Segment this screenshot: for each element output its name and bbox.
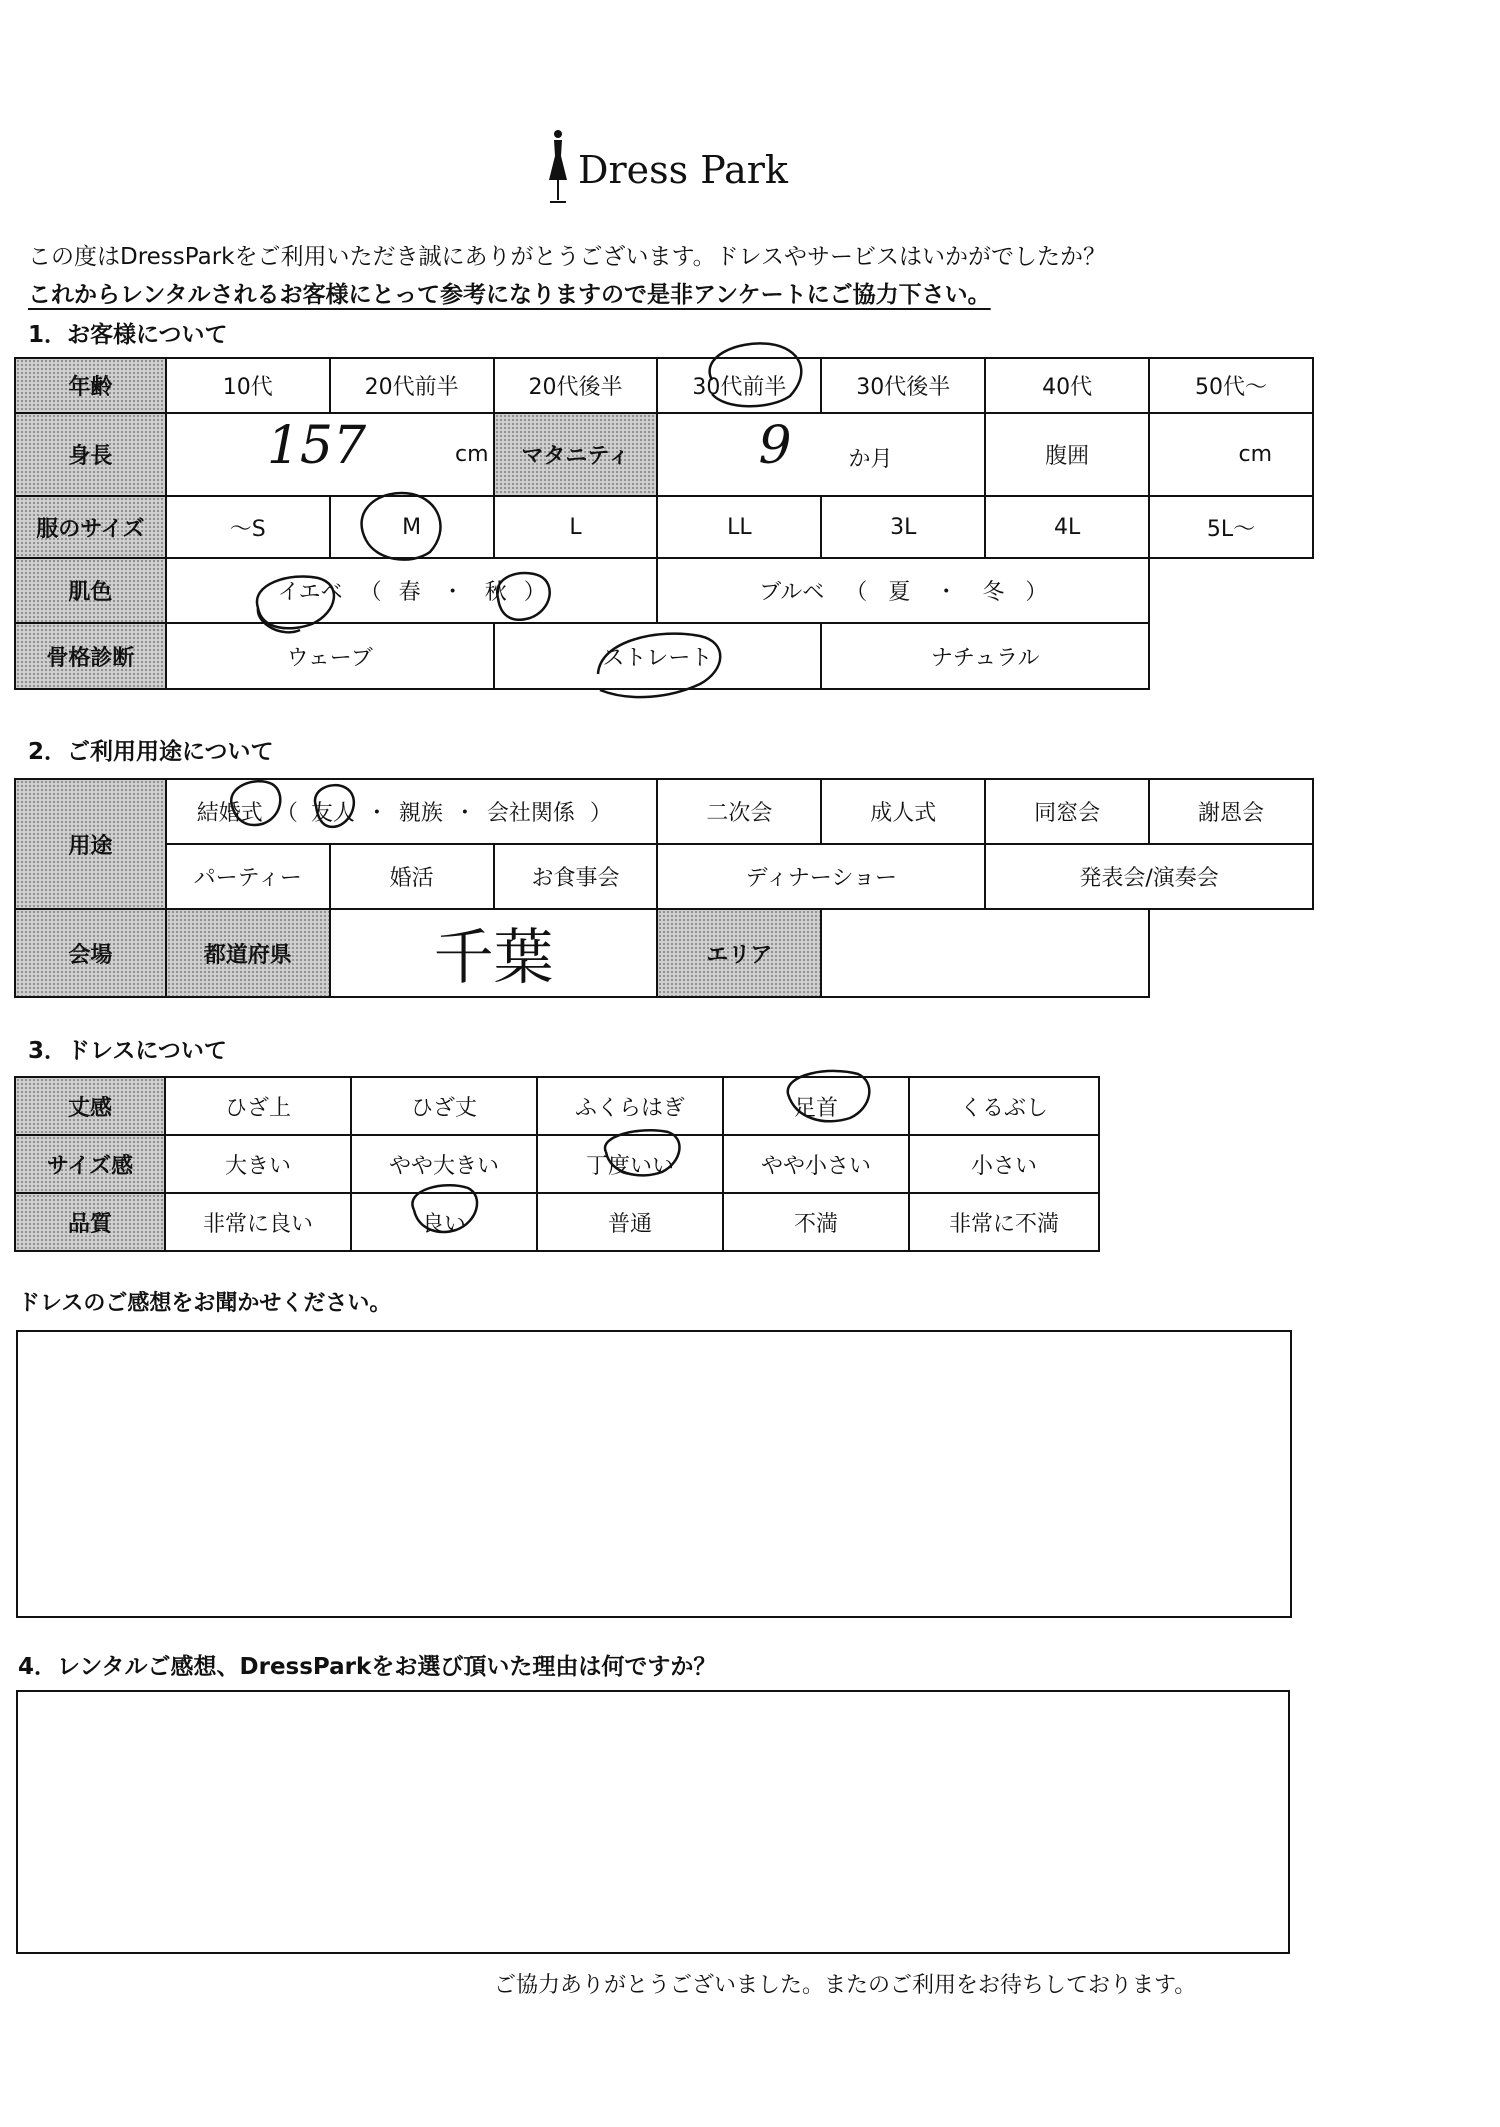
section-2-title: 2．ご利用用途について [28,739,274,765]
logo-text: Dress Park [578,148,788,192]
purpose-option[interactable]: 同窓会 [985,779,1149,844]
size-option[interactable]: 3L [821,496,985,558]
quality-option-selected[interactable]: 良い [351,1193,537,1251]
age-option[interactable]: 30代後半 [821,358,985,413]
skeleton-option[interactable]: ナチュラル [821,623,1149,689]
purpose-option[interactable]: ディナーショー [657,844,985,909]
maternity-value: 9 [758,416,792,476]
dress-logo-icon [540,128,576,208]
purpose-option[interactable]: 婚活 [330,844,494,909]
length-label: 丈感 [15,1077,165,1135]
length-option-selected[interactable]: 足首 [723,1077,909,1135]
prefecture-value: 千葉 [433,923,554,993]
waist-label: 腹囲 [985,413,1149,496]
quality-option[interactable]: 非常に不満 [909,1193,1099,1251]
size-option[interactable]: ～S [166,496,330,558]
skeleton-option[interactable]: ウェーブ [166,623,494,689]
size-option[interactable]: L [494,496,658,558]
length-option[interactable]: ひざ丈 [351,1077,537,1135]
age-label: 年齢 [15,358,166,413]
prefecture-field[interactable] [330,909,658,997]
fit-option[interactable]: 大きい [165,1135,351,1193]
age-option-selected[interactable]: 30代前半 [657,358,821,413]
length-option[interactable]: ひざ上 [165,1077,351,1135]
waist-unit: cm [1238,442,1272,467]
dress-comment-prompt: ドレスのご感想をお聞かせください。 [18,1291,392,1316]
waist-field[interactable] [1149,413,1313,496]
area-field[interactable] [821,909,1149,997]
section-1-title: 1．お客様について [28,322,228,348]
intro-line-2: これからレンタルされるお客様にとって参考になりますので是非アンケートにご協力下さい。 [28,282,991,308]
customer-table [14,357,1314,690]
dress-table [14,1076,1100,1252]
fit-option[interactable]: やや小さい [723,1135,909,1193]
summer-text[interactable]: 夏 [888,580,911,605]
intro-line-1: この度はDressParkをご利用いただき誠にありがとうございます。ドレスやサービスはいかがでしたか？ [28,244,1106,270]
age-option[interactable]: 20代後半 [494,358,658,413]
section-4-title: 4．レンタルご感想、DressParkをお選び頂いた理由は何ですか？ [18,1654,717,1680]
company-text[interactable]: 会社関係 [486,801,575,826]
yellow-base-option[interactable]: イエベ （ 春 ・ 秋 ） [166,558,658,623]
blue-base-text[interactable]: ブルベ [759,580,825,605]
height-field[interactable] [166,413,494,496]
friend-text[interactable]: 友人 [310,801,355,826]
section-3-title: 3．ドレスについて [28,1038,227,1064]
relatives-text[interactable]: 親族 [398,801,443,826]
closing-message: ご協力ありがとうございました。またのご利用をお待ちしております。 [494,1973,1197,1998]
skin-label: 肌色 [15,558,166,623]
purpose-option[interactable]: 謝恩会 [1149,779,1313,844]
quality-label: 品質 [15,1193,165,1251]
length-option[interactable]: ふくらはぎ [537,1077,723,1135]
rental-comment-box[interactable] [16,1690,1290,1954]
yellow-base-text[interactable]: イエベ [277,580,343,605]
fit-option-selected[interactable]: 丁度いい [537,1135,723,1193]
spring-text[interactable]: 春 [398,580,421,605]
quality-option[interactable]: 非常に良い [165,1193,351,1251]
age-option[interactable]: 40代 [985,358,1149,413]
purpose-option[interactable]: 二次会 [657,779,821,844]
skeleton-option-selected[interactable]: ストレート [494,623,822,689]
size-option-selected[interactable]: M [330,496,494,558]
purpose-label: 用途 [15,779,166,909]
area-label: エリア [657,909,821,997]
prefecture-label: 都道府県 [166,909,330,997]
dress-comment-box[interactable] [16,1330,1292,1618]
age-option[interactable]: 50代～ [1149,358,1313,413]
size-label: 服のサイズ [15,496,166,558]
maternity-label: マタニティ [494,413,658,496]
purpose-option[interactable]: 発表会/演奏会 [985,844,1313,909]
height-value: 157 [266,416,367,476]
age-option[interactable]: 10代 [166,358,330,413]
wedding-text[interactable]: 結婚式 [196,801,263,826]
purpose-table [14,778,1314,998]
size-option[interactable]: LL [657,496,821,558]
purpose-option[interactable]: お食事会 [494,844,658,909]
size-option[interactable]: 4L [985,496,1149,558]
wedding-option[interactable]: 結婚式 （ 友人 ・ 親族 ・ 会社関係 ） [166,779,658,844]
size-option[interactable]: 5L～ [1149,496,1313,558]
purpose-option[interactable]: 成人式 [821,779,985,844]
maternity-unit: か月 [848,447,893,472]
autumn-text[interactable]: 秋 [484,580,507,605]
fit-option[interactable]: 小さい [909,1135,1099,1193]
age-option[interactable]: 20代前半 [330,358,494,413]
purpose-option[interactable]: パーティー [166,844,330,909]
winter-text[interactable]: 冬 [982,580,1005,605]
fit-label: サイズ感 [15,1135,165,1193]
venue-label: 会場 [15,909,166,997]
height-unit: cm [455,442,489,467]
fit-option[interactable]: やや大きい [351,1135,537,1193]
quality-option[interactable]: 不満 [723,1193,909,1251]
maternity-field[interactable] [657,413,985,496]
length-option[interactable]: くるぶし [909,1077,1099,1135]
height-label: 身長 [15,413,166,496]
blue-base-option[interactable]: ブルベ （ 夏 ・ 冬 ） [657,558,1149,623]
skeleton-label: 骨格診断 [15,623,166,689]
quality-option[interactable]: 普通 [537,1193,723,1251]
